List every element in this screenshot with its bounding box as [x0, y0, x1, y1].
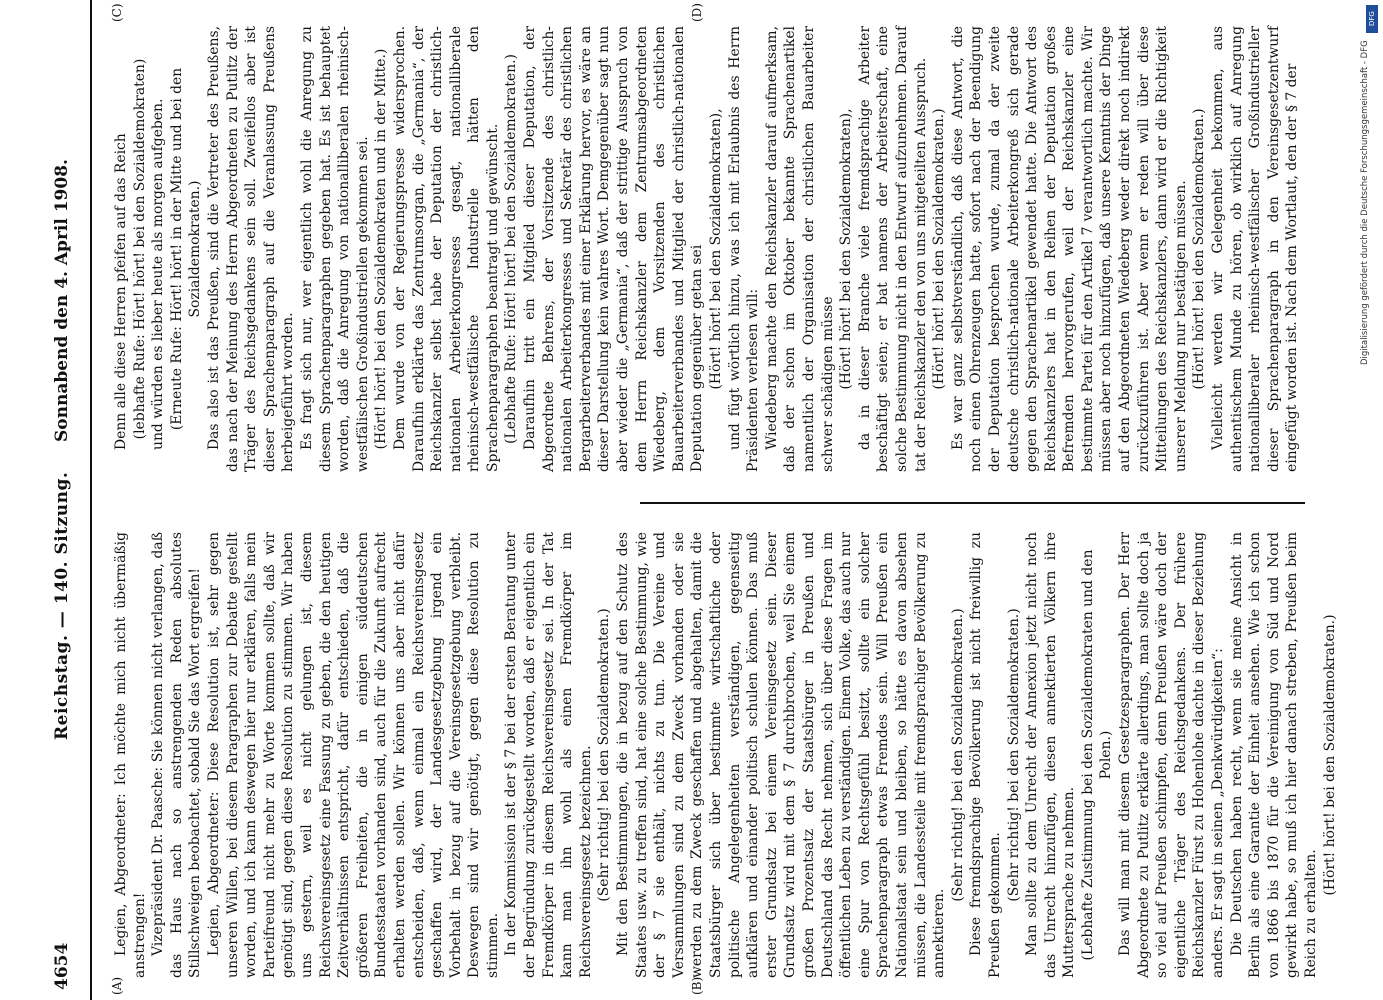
paragraph: Mit den Bestimmungen, die in bezug auf den Schutz des Staates usw. zu treffen sind, hat eine solche Bestimmung, wie der § 7 sie enthält, nichts zu tun. Die Vereine und Versammlungen sind zu dem Zweck vorhanden oder sie werden zu dem Zweck geschaffen und abgehalten, damit die Staatsbürger sich über bestimmte wirtschaftliche oder politische Angelegenheiten verständigen, gegenseitig aufklären und einander politisch schulen können. Das muß erster Grundsatz bei einem Vereinsgesetz sein. Dieser Grundsatz wird mit dem § 7 durchbrochen, weil Sie einem großen Prozentsatz der Staatsbürger in Preußen und Deutschland das Recht nehmen, sich über diese Fragen im öffentlichen Leben zu verständigen. Einem Volke, das auch nur eine Spur von Rechtsgefühl besitzt, sollte ein solcher Sprachenparagraph etwas Fremdes sein. Will Preußen ein Nationalstaat sein und bleiben, so hätte es davon absehen müssen, die Landessteile mit fremdsprachiger Bevölkerung zu annektieren. [615, 532, 948, 978]
paragraph: Diese fremdsprachige Bevölkerung ist nicht freiwillig zu Preußen gekommen. [968, 532, 1003, 978]
paragraph: Man sollte zu dem Unrecht der Annexion jetzt nicht noch das Unrecht hinzufügen, diesen annektierten Völkern ihre Muttersprache zu nehmen. [1024, 532, 1078, 978]
interjection: (Sehr richtig! bei den Sozialdemokraten.) [949, 608, 966, 902]
interjection: (Hört! hört! bei den Sozialdemokraten), [838, 108, 855, 390]
interjection: (Hört! hört! bei den Sozialdemokraten und in der Mitte.) [373, 48, 390, 450]
margin-marker-a: (A) [110, 976, 124, 995]
paragraph: Es fragt sich nur, wer eigentlich wohl die Anregung zu diesem Sprachenparagraphen gegeben hat. Es ist behauptet worden, daß die Anregung von nationalliberalen rheinisch-westfälischen Großindustriellen gekommen sei. [298, 26, 371, 472]
interjection: (Lebhafte Rufe: Hört! hört! bei den Sozialdemokraten.) [503, 54, 520, 444]
paragraph: Dem wurde von der Regierungspresse widersprochen. Daraufhin erklärte das Zentrumsorgan, die „Germania“, der Reichskanzler selbst habe der Deputation der christlich-nationalen Arbeiterkongresses gesagt, nationalliberale rheinisch-westfälische Industrielle hätten den Sprachenparagraphen beantragt und gewünscht. [391, 26, 501, 472]
quotation: Wiedeberg machte den Reichskanzler darauf aufmerksam, daß der schon im Oktober bekannte Sprachenartikel namentlich der Organisation der christlichen Bauarbeiter schwer schädigen müsse [763, 26, 836, 472]
interjection: (Sehr richtig! bei den Sozialdemokraten.) [1005, 608, 1022, 902]
page-number: 4654 [52, 942, 72, 990]
quotation: Die Deutschen haben recht, wenn sie meine Ansicht in Berlin als eine Garantie der Einheit ansehen. Wie ich schon von 1866 bis 1870 für die Vereinigung von Süd und Nord gewirkt habe, so muß ich hier danach streben, Preußen beim Reich zu erhalten. [1228, 532, 1319, 978]
left-text-column [112, 532, 1338, 978]
session-date: Sonnabend den 4. April 1908. [52, 159, 72, 442]
interjection: (Lebhafte Zustimmung bei den Sozialdemokraten und den Polen.) [1079, 549, 1115, 961]
margin-marker-d: (D) [690, 3, 704, 22]
column-divider [640, 502, 1305, 504]
interjection: (lebhafte Rufe: Hört! hört! bei den Sozialdemokraten) [131, 58, 148, 440]
interjection: (Hört! hört! bei den Sozialdemokraten), [708, 108, 724, 390]
dfg-logo: DFG [1366, 5, 1378, 33]
paragraph: Das will man mit diesem Gesetzesparagraphen. Der Herr Abgeordnete zu Putlitz erklärte allerdings, man sollte doch ja so viel auf Preußen schimpfen, denn Preußen wäre doch der eigentliche Träger des Reichsgedankens. Der frühere Reichskanzler Fürst zu Hohenlohe dachte in dieser Beziehung anders. Er sagt in seinen „Denkwürdigkeiten“: [1117, 532, 1227, 978]
digitization-credit: Digitalisierung gefördert durch die Deutsche Forschungsgemeinschaft - DFG [1360, 40, 1370, 365]
interjection: (Hört! hört! bei den Sozialdemokraten.) [1191, 108, 1208, 390]
paragraph: Das also ist das Preußen, sind die Vertreter des Preußens, das nach der Meinung des Herrn Abgeordneten zu Putlitz der Träger des Reichsgedankens sein soll. Zweifellos aber ist dieser Sprachenparagraph auf die Veranlassung Preußens herbeigeführt worden. [205, 26, 297, 472]
paragraph: Legien, Abgeordneter: Diese Resolution ist, sehr gegen unseren Willen, bei diesem Paragraphen zur Debatte gestellt worden, und ich kann deswegen hier nur erklären, falls mein Parteifreund nicht mehr zu Worte kommen sollte, daß wir genötigt sind, gegen diese Resolution zu stimmen. Wir haben uns gestern, weil es nicht gelungen ist, diesem Reichsvereinsgesetz eine Fassung zu geben, die den heutigen Zeitverhältnissen entspricht, dafür entschieden, daß die größeren Freiheiten, die in einigen süddeutschen Bundesstaaten vorhanden sind, auch für die Zukunft aufrecht erhalten werden sollen. Wir können uns aber nicht dafür entscheiden, daß, wenn einmal ein Reichsvereinsgesetz geschaffen wird, der Landesgesetzgebung irgend ein Vorbehalt in bezug auf die Vereinsgesetzgebung verbleibt. Deswegen sind wir genötigt, gegen diese Resolution zu stimmen. [205, 532, 501, 978]
margin-marker-b: (B) [690, 976, 704, 995]
session-title: Reichstag. — 140. Sitzung. [52, 471, 72, 740]
paragraph: Legien, Abgeordneter: Ich möchte mich nicht übermäßig anstrengen! [113, 532, 148, 978]
paragraph: Daraufhin tritt ein Mitglied dieser Deputation, der Abgeordnete Behrens, der Vorsitzende des christlich-nationalen Arbeiterkongresses und Sekretär des christlichen Bergarbeiterverbandes mit einer Erklärung hervor, es wäre an dieser Darstellung kein wahres Wort. Demgegenüber sagt nun aber wieder die „Germania“, daß der strittige Ausspruch von dem Herrn Reichskanzler dem Zentrumsabgeordneten Wiedeberg, dem Vorsitzenden des christlichen Bauarbeiterverbandes und Mitglied der christlich-nationalen Deputation gegenüber getan sei [522, 26, 706, 472]
interjection: (Sehr richtig! bei den Sozialdemokraten.) [596, 608, 613, 902]
paragraph: Denn alle diese Herren pfeifen auf das Reich [113, 133, 129, 450]
paragraph: und würden es lieber heute als morgen aufgeben. [150, 98, 167, 450]
paragraph: und fügt wörtlich hinzu, was ich mit Erlaubnis des Herrn Präsidenten verlesen will: [726, 26, 762, 472]
quotation: Es war ganz selbstverständlich, daß diese Antwort, die noch einen Ohrenzeugen hatte, sofort nach der Beendigung der Deputation besprochen wurde, zumal da der zweite deutsche christlich-nationale Arbeiterkongreß sich gerade gegen den Sprachenartikel gewendet hatte. Die Antwort des Reichskanzlers hat in den Reihen der Deputation großes Befremden hervorgerufen, weil der Reichskanzler eine bestimmte Partei für den Artikel 7 verantwortlich machte. Wir müssen aber noch hinzufügen, daß unsere Kenntnis der Dinge auf den Abgeordneten Wiedeberg weder direkt noch indirekt zurückzuführen ist. Aber wenn er reden will über diese Mitteilungen des Reichskanzlers, dann wird er die Richtigkeit unserer Meldung nur bestätigen müssen. [949, 26, 1189, 472]
header-rule-right [90, 0, 92, 500]
paragraph: Vielleicht werden wir Gelegenheit bekommen, aus authentischem Munde zu hören, ob wirklich auf Anregung nationalliberaler rheinisch-westfälischer Großindustrieller dieser Sprachenparagraph in den Vereinsgesetzentwurf eingefügt worden ist. Nach dem Wortlaut, den der § 7 der [1210, 26, 1301, 472]
interjection: (Hört! hört! bei den Sozialdemokraten.) [1321, 614, 1338, 896]
quotation: da in dieser Branche viele fremdsprachige Arbeiter beschäftigt seien; er bat namens der Arbeiterschaft, eine solche Bestimmung nicht in den Entwurf aufzunehmen. Darauf tat der Reichskanzler den von uns mitgeteilten Ausspruch. [856, 26, 929, 472]
paragraph: In der Kommission ist der § 7 bei der ersten Beratung unter der Begründung zurückgestellt worden, daß er eigentlich ein Fremdkörper in diesem Reichsvereinsgesetz sei. In der Tat kann man ihn wohl als einen Fremdkörper im Reichsvereinsgesetz bezeichnen. [503, 532, 594, 978]
right-text-column [112, 26, 1312, 472]
paragraph: Vizepräsident Dr. Paasche: Sie können nicht verlangen, daß das Haus nach so anstrengenden Reden absolutes Stillschweigen beobachtet, sobald Sie das Wort ergreifen! [150, 532, 204, 978]
interjection: (Hört! hört! bei den Sozialdemokraten.) [931, 108, 948, 390]
margin-marker-c: (C) [110, 3, 124, 22]
interjection: (Erneute Rufe: Hört! hört! in der Mitte und bei den Sozialdemokraten.) [168, 67, 204, 431]
header-rule-left [90, 500, 92, 1000]
